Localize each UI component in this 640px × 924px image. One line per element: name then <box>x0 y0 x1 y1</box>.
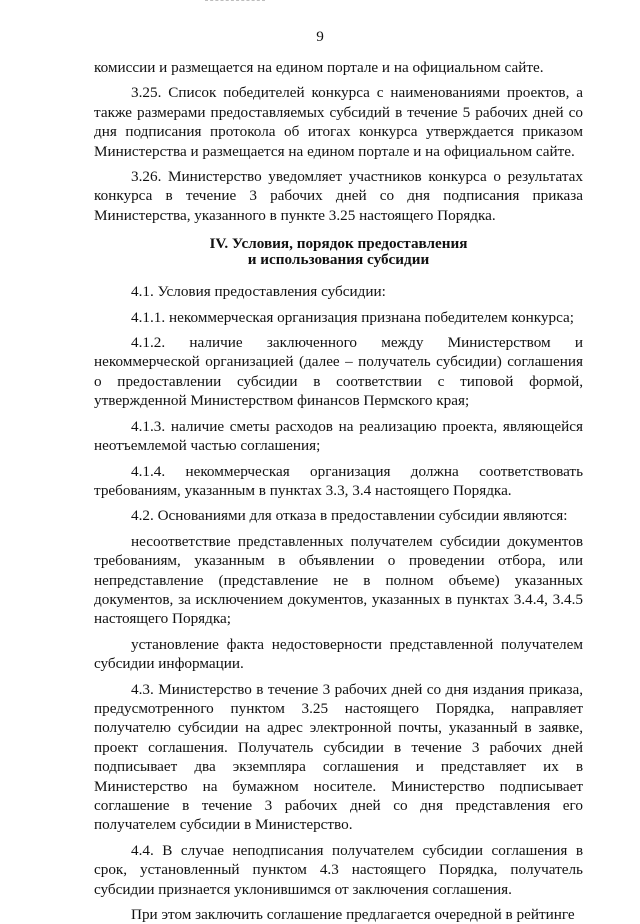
section-title-line-2: и использования субсидии <box>247 250 430 268</box>
paragraph-3-26: 3.26. Министерство уведомляет участников конкурса о результатах конкурса в течение 3 рабочих дней со дня подписания приказа Министерства, указанного в пункте 3.25 настоящего Порядка. <box>94 168 583 224</box>
section-title-line-1: IV. Условия, порядок предоставления <box>209 235 468 253</box>
paragraph-4-3: 4.3. Министерство в течение 3 рабочих дней со дня издания приказа, предусмотренного пунктом 3.25 настоящего Порядка, направляет получателю субсидии на адрес электронной почты, указанный в заявке, проект соглашения. Получатель субсидии в течение 3 рабочих дней подписывает два экземпляра соглашения и представляет их в Министерство на бумажном носителе. Министерство подписывает соглашение в течение 3 рабочих дней со дня представления его получателем субсидии в Министерство. <box>94 680 583 834</box>
paragraph-4-4: 4.4. В случае неподписания получателем субсидии соглашения в срок, установленный пунктом 4.3 настоящего Порядка, получатель субсидии признается уклонившимся от заключения соглашения. <box>94 841 583 898</box>
paragraph-refusal-ground-2: установление факта недостоверности представленной получателем субсидии информации. <box>94 635 583 673</box>
paragraph-4-1-4: 4.1.4. некоммерческая организация должна соответствовать требованиям, указанным в пунктах 3.3, 3.4 настоящего Порядка. <box>94 462 583 499</box>
paragraph-continuation: комиссии и размещается на едином портале и на официальном сайте. <box>94 59 544 76</box>
page-number: 9 <box>316 28 324 45</box>
paragraph-3-25: 3.25. Список победителей конкурса с наименованиями проектов, а также размерами предоставляемых субсидий в течение 5 рабочих дней со дня подписания протокола об итогах конкурса утверждается приказом Министерства и размещается на едином портале и на официальном сайте. <box>94 84 583 160</box>
paragraph-refusal-ground-1: несоответствие представленных получателем субсидии документов требованиям, указанным в объявлении о проведении отбора, или непредставление (представление не в полном объеме) указанных документов, за исключением документов, указанных в пунктах 3.4.4, 3.4.5 настоящего Порядка; <box>94 532 583 628</box>
paragraph-4-1-1: 4.1.1. некоммерческая организация признана победителем конкурса; <box>131 308 574 326</box>
paragraph-4-2: 4.2. Основаниями для отказа в предоставлении субсидии являются: <box>131 507 568 525</box>
section-title <box>94 236 583 267</box>
paragraph-continuation-next: При этом заключить соглашение предлагается очередной в рейтинге <box>131 906 575 924</box>
paragraph-4-1-3: 4.1.3. наличие сметы расходов на реализацию проекта, являющейся неотъемлемой частью соглашения; <box>94 417 583 455</box>
paragraph-4-1: 4.1. Условия предоставления субсидии: <box>131 283 386 301</box>
paragraph-4-1-2: 4.1.2. наличие заключенного между Министерством и некоммерческой организацией (далее – получатель субсидии) соглашения о предоставлении субсидии в соответствии с типовой формой, утвержденной Министерством финансов Пермского края; <box>94 334 583 410</box>
document-body <box>94 58 583 924</box>
scan-artifact <box>205 0 265 3</box>
